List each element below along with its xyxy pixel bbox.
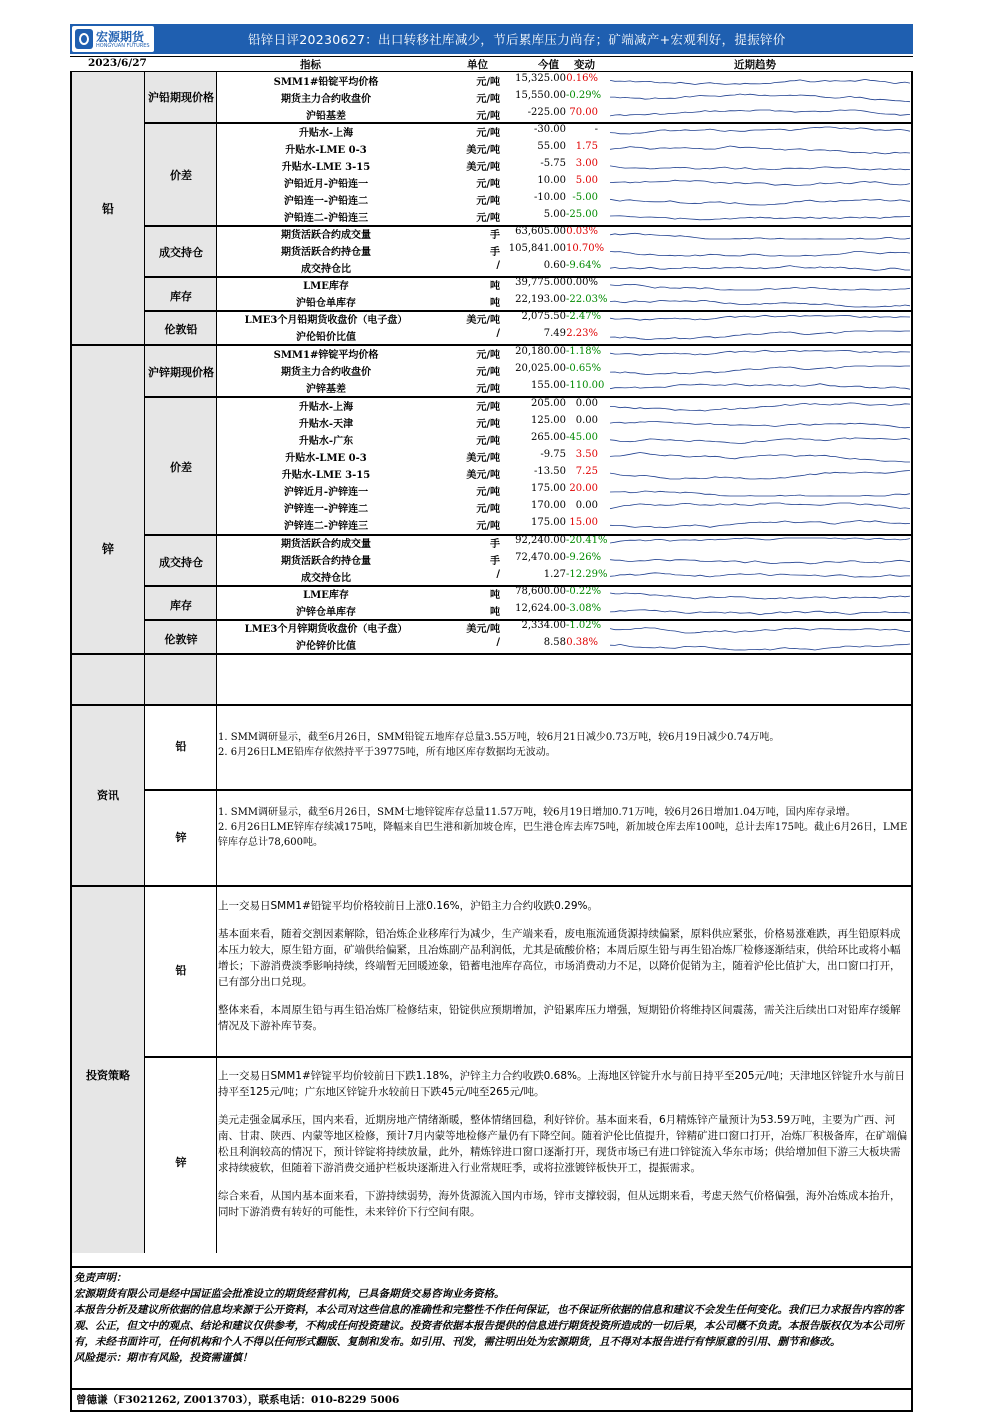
indicator-name: LME库存 bbox=[303, 281, 349, 292]
divider bbox=[144, 619, 911, 621]
indicator-name: 沪锌连二-沪锌连三 bbox=[283, 521, 369, 532]
unit-cell: 美元/吨 bbox=[466, 315, 500, 326]
trend-sparkline bbox=[610, 278, 910, 292]
news-lead-item: 2. 6月26日LME铅库存依然持平于39775吨，所有地区库存数据均无波动。 bbox=[218, 747, 556, 758]
indicator-name: 期货活跃合约持仓量 bbox=[281, 247, 371, 258]
change-cell: -25.00 bbox=[566, 209, 599, 220]
logo-subtext: HONGYUAN FUTURES bbox=[96, 43, 150, 49]
strategy-zinc-paragraph: 美元走强金属承压，国内来看，近期房地产情绪渐暖，整体情绪回稳，利好锌价。基本面来看，6月精炼锌产量预计为53.59万吨，主要为广西、河南、甘肃、陕西、内蒙等地区检修，预计7月内蒙等地检修产量仍有下降空间。随着沪伦比值提升，锌精矿进口窗口打开，冶炼厂积极备库，在矿端偏松且利润较高的情况下，预计锌锭将持续放量，此外，精炼锌进口窗口逐渐打开，现货市场已有进口锌锭流入华东市场；供给增加但下游三大板块需求持续疲软，但随着下游消费交通护栏板块逐渐进入行业常规旺季，或将拉涨镀锌板快开工，提振需求。 bbox=[218, 1114, 908, 1174]
change-cell: 0.00 bbox=[575, 500, 598, 511]
risk-warning: 风险提示：期市有风险，投资需谨慎！ bbox=[74, 1352, 253, 1364]
trend-sparkline bbox=[610, 347, 910, 361]
indicator-name: LME库存 bbox=[303, 590, 349, 601]
trend-line bbox=[610, 350, 910, 355]
divider bbox=[144, 396, 911, 398]
trend-sparkline bbox=[610, 570, 910, 584]
trend-sparkline bbox=[610, 536, 910, 550]
trend-sparkline bbox=[610, 484, 910, 498]
trend-line bbox=[610, 593, 910, 599]
trend-sparkline bbox=[610, 261, 910, 275]
group-zinc-spread: 价差 bbox=[170, 461, 192, 474]
unit-cell: 元/吨 bbox=[476, 128, 500, 139]
indicator-name: 沪伦铅价比值 bbox=[296, 332, 356, 343]
unit-cell: 美元/吨 bbox=[466, 162, 500, 173]
indicator-name: 沪铅连二-沪铅连三 bbox=[283, 213, 369, 224]
trend-sparkline bbox=[610, 381, 910, 395]
news-zinc-text bbox=[218, 805, 908, 850]
divider bbox=[72, 344, 911, 346]
divider bbox=[144, 789, 911, 791]
divider bbox=[72, 1266, 911, 1268]
divider bbox=[216, 72, 217, 705]
unit-cell: 手 bbox=[490, 230, 500, 241]
group-lead-stock: 库存 bbox=[170, 290, 192, 303]
indicator-name: 升贴水-天津 bbox=[298, 419, 354, 430]
change-cell: -22.03% bbox=[566, 294, 608, 305]
trend-sparkline bbox=[610, 604, 910, 618]
trend-sparkline bbox=[610, 587, 910, 601]
unit-cell: 元/吨 bbox=[476, 213, 500, 224]
value-cell: 5.00 bbox=[543, 209, 566, 220]
change-cell: -12.29% bbox=[566, 569, 608, 580]
trend-line bbox=[610, 300, 910, 307]
value-cell: 92,240.00 bbox=[515, 535, 566, 546]
trend-line bbox=[610, 285, 910, 291]
value-cell: 265.00 bbox=[531, 432, 566, 443]
divider bbox=[144, 225, 911, 227]
table-row bbox=[72, 534, 911, 551]
change-cell: 3.50 bbox=[575, 449, 598, 460]
trend-line bbox=[610, 180, 910, 185]
change-cell: 0.00 bbox=[575, 415, 598, 426]
unit-cell: 元/吨 bbox=[476, 487, 500, 498]
trend-line bbox=[610, 644, 910, 650]
indicator-name: SMM1#铅锭平均价格 bbox=[273, 77, 379, 88]
value-cell: -13.50 bbox=[533, 466, 566, 477]
table-row bbox=[72, 397, 911, 414]
unit-cell: 美元/吨 bbox=[466, 624, 500, 635]
value-cell: -5.75 bbox=[540, 158, 566, 169]
unit-cell: / bbox=[496, 569, 500, 580]
report-body bbox=[70, 72, 913, 1412]
indicator-name: 沪铅近月-沪铅连一 bbox=[283, 179, 369, 190]
indicator-name: 升贴水-LME 3-15 bbox=[281, 162, 371, 173]
report-date: 2023/6/27 bbox=[88, 57, 147, 69]
trend-sparkline bbox=[610, 74, 910, 88]
indicator-name: 期货活跃合约成交量 bbox=[281, 539, 371, 550]
indicator-name: 沪锌基差 bbox=[306, 384, 346, 395]
disclaimer-line: 本报告分析及建议所依据的信息均来源于公开资料，本公司对这些信息的准确性和完整性不作任何保证，也不保证所依据的信息和建议不会发生任何变化。我们已力求报告内容的客观、公正，但文中的观点、结论和建议仅供参考，不构成任何投资建议。投资者依据本报告提供的信息进行期货投资所造成的一切后果，本公司概不负责。本报告版权仅为本公司所有，未经书面许可，任何机构和个人不得以任何形式翻版、复制和发布。如引用、刊发，需注明出处为宏源期货，且不得对本报告进行有悖原意的引用、删节和修改。 bbox=[74, 1304, 904, 1348]
value-cell: -225.00 bbox=[527, 107, 566, 118]
unit-cell: 元/吨 bbox=[476, 521, 500, 532]
unit-cell: 元/吨 bbox=[476, 94, 500, 105]
trend-line bbox=[610, 521, 910, 528]
divider bbox=[216, 705, 217, 1253]
divider bbox=[72, 1388, 911, 1390]
strategy-zinc-label: 锌 bbox=[175, 1156, 187, 1169]
trend-sparkline bbox=[610, 329, 910, 343]
value-cell: 205.00 bbox=[531, 398, 566, 409]
indicator-name: 升贴水-上海 bbox=[298, 128, 354, 139]
unit-cell: 手 bbox=[490, 247, 500, 258]
metal-label-zinc: 锌 bbox=[101, 542, 114, 556]
trend-line bbox=[610, 79, 910, 84]
trend-line bbox=[610, 127, 910, 134]
value-cell: 72,470.00 bbox=[515, 552, 566, 563]
value-cell: -10.00 bbox=[533, 192, 566, 203]
change-cell: -9.26% bbox=[566, 552, 602, 563]
change-cell: - bbox=[594, 124, 598, 135]
divider bbox=[144, 310, 911, 312]
value-cell: 20,025.00 bbox=[515, 363, 566, 374]
indicator-name: 期货活跃合约成交量 bbox=[281, 230, 371, 241]
trend-line bbox=[610, 453, 910, 463]
trend-sparkline bbox=[610, 467, 910, 481]
divider bbox=[72, 704, 911, 706]
report-title: 铅锌日评20230627：出口转移社库减少，节后累库压力尚存；矿端减产+宏观利好，提振锌价 bbox=[248, 32, 786, 47]
value-cell: 125.00 bbox=[531, 415, 566, 426]
indicator-name: 沪伦锌价比值 bbox=[296, 641, 356, 652]
indicator-name: SMM1#锌锭平均价格 bbox=[273, 350, 379, 361]
divider bbox=[144, 276, 911, 278]
trend-sparkline bbox=[610, 518, 910, 532]
indicator-name: 沪铅仓单库存 bbox=[296, 298, 356, 309]
value-cell: 155.00 bbox=[531, 380, 566, 391]
change-cell: -0.65% bbox=[566, 363, 602, 374]
group-lead-volume: 成交持仓 bbox=[159, 246, 203, 259]
unit-cell: 元/吨 bbox=[476, 367, 500, 378]
trend-sparkline bbox=[610, 210, 910, 224]
change-cell: 5.00 bbox=[575, 175, 598, 186]
indicator-name: 期货活跃合约持仓量 bbox=[281, 556, 371, 567]
unit-cell: 元/吨 bbox=[476, 111, 500, 122]
value-cell: 2,334.00 bbox=[521, 620, 566, 631]
trend-sparkline bbox=[610, 227, 910, 241]
value-cell: 20,180.00 bbox=[515, 346, 566, 357]
change-cell: -0.29% bbox=[566, 90, 602, 101]
change-cell: -0.22% bbox=[566, 586, 602, 597]
change-cell: 0.00% bbox=[566, 277, 598, 288]
trend-line bbox=[610, 331, 910, 340]
divider bbox=[144, 534, 911, 536]
unit-cell: 元/吨 bbox=[476, 77, 500, 88]
change-cell: 0.16% bbox=[566, 73, 598, 84]
disclaimer-line: 宏源期货有限公司是经中国证监会批准设立的期货经营机构，已具备期货交易咨询业务资格。 bbox=[74, 1288, 505, 1300]
trend-line bbox=[610, 628, 910, 633]
value-cell: 175.00 bbox=[531, 517, 566, 528]
change-cell: 1.75 bbox=[575, 141, 598, 152]
change-cell: -3.08% bbox=[566, 603, 602, 614]
unit-cell: 美元/吨 bbox=[466, 470, 500, 481]
table-row bbox=[72, 482, 911, 499]
unit-cell: 元/吨 bbox=[476, 384, 500, 395]
value-cell: 15,325.00 bbox=[515, 73, 566, 84]
unit-cell: 吨 bbox=[490, 298, 500, 309]
trend-sparkline bbox=[610, 159, 910, 173]
table-row bbox=[72, 345, 911, 362]
trend-line bbox=[610, 166, 910, 170]
trend-sparkline bbox=[610, 125, 910, 139]
trend-sparkline bbox=[610, 312, 910, 326]
trend-line bbox=[610, 491, 910, 496]
trend-sparkline bbox=[610, 244, 910, 258]
logo-icon bbox=[75, 29, 93, 49]
table-row bbox=[72, 225, 911, 242]
change-cell: -2.47% bbox=[566, 311, 602, 322]
value-cell: 8.58 bbox=[543, 637, 566, 648]
trend-line bbox=[610, 251, 910, 256]
analyst-contact: 曾德谦（F3021262, Z0013703），联系电话：010-8229 5006 bbox=[76, 1394, 400, 1406]
trend-line bbox=[610, 610, 910, 615]
news-zinc-item: 2. 6月26日LME锌库存续减175吨，降幅来自巴生港和新加坡仓库，巴生港仓库去库75吨，新加坡仓库去库100吨，总计去库175吨。截止6月26日，LME锌库存总计78,600吨。 bbox=[218, 822, 908, 848]
table-row bbox=[72, 208, 911, 225]
value-cell: 55.00 bbox=[537, 141, 566, 152]
strategy-zinc-paragraph: 综合来看，从国内基本面来看，下游持续弱势，海外货源流入国内市场，锌市支撑较弱，但从远期来看，考虑天然气价格偏强，海外冶炼成本抬升，同时下游消费有转好的可能性，未来锌价下行空间有限。 bbox=[218, 1190, 901, 1218]
trend-sparkline bbox=[610, 399, 910, 413]
strategy-lead-label: 铅 bbox=[175, 964, 187, 977]
strategy-zinc-paragraph: 上一交易日SMM1#锌锭平均价较前日下跌1.18%，沪锌主力合约收跌0.68%。上海地区锌锭升水与前日持平至205元/吨；天津地区锌锭升水与前日持平至125元/吨；广东地区锌锭升水较前日下跌45元/吨至265元/吨。 bbox=[218, 1070, 906, 1098]
trend-line bbox=[610, 421, 910, 427]
trend-line bbox=[610, 471, 910, 480]
trend-line bbox=[610, 384, 910, 390]
trend-line bbox=[610, 438, 910, 444]
table-row bbox=[72, 431, 911, 448]
trend-sparkline bbox=[610, 142, 910, 156]
divider bbox=[144, 585, 911, 587]
unit-cell: 美元/吨 bbox=[466, 145, 500, 156]
unit-cell: / bbox=[496, 328, 500, 339]
change-cell: 3.00 bbox=[575, 158, 598, 169]
value-cell: 0.60 bbox=[543, 260, 566, 271]
table-row bbox=[72, 140, 911, 157]
trend-line bbox=[610, 266, 910, 271]
col-change: 变动 bbox=[574, 59, 595, 71]
unit-cell: 吨 bbox=[490, 607, 500, 618]
change-cell: 20.00 bbox=[569, 483, 598, 494]
strategy-lead-paragraph: 整体来看，本周原生铅与再生铅冶炼厂检修结束，铅锭供应预期增加，沪铅累库压力增强，短期铅价将维持区间震荡，需关注后续出口对铅库存缓解情况及下游补库节奏。 bbox=[218, 1004, 901, 1032]
unit-cell: 元/吨 bbox=[476, 196, 500, 207]
trend-line bbox=[610, 233, 910, 239]
table-row bbox=[72, 259, 911, 276]
change-cell: 7.25 bbox=[575, 466, 598, 477]
report-page bbox=[70, 24, 913, 1412]
indicator-name: 沪锌近月-沪锌连一 bbox=[283, 487, 369, 498]
trend-sparkline bbox=[610, 193, 910, 207]
news-lead-label: 铅 bbox=[175, 740, 187, 753]
metal-label-lead: 铅 bbox=[101, 202, 114, 216]
table-header bbox=[70, 56, 913, 72]
indicator-name: 成交持仓比 bbox=[301, 573, 351, 584]
value-cell: 22,193.00 bbox=[515, 294, 566, 305]
trend-line bbox=[610, 94, 910, 102]
col-indicator: 指标 bbox=[300, 59, 321, 71]
indicator-name: 成交持仓比 bbox=[301, 264, 351, 275]
unit-cell: 吨 bbox=[490, 281, 500, 292]
trend-sparkline bbox=[610, 621, 910, 635]
change-cell: 0.38% bbox=[566, 637, 598, 648]
unit-cell: 美元/吨 bbox=[466, 453, 500, 464]
change-cell: 70.00 bbox=[569, 107, 598, 118]
group-lead-spread: 价差 bbox=[170, 169, 192, 182]
change-cell: -20.41% bbox=[566, 535, 608, 546]
change-cell: -110.00 bbox=[566, 380, 605, 391]
trend-sparkline bbox=[610, 91, 910, 105]
col-value: 今值 bbox=[538, 59, 559, 71]
indicator-name: 沪铅基差 bbox=[306, 111, 346, 122]
unit-cell: 元/吨 bbox=[476, 402, 500, 413]
value-cell: -9.75 bbox=[540, 449, 566, 460]
unit-cell: 吨 bbox=[490, 590, 500, 601]
value-cell: 39,775.00 bbox=[515, 277, 566, 288]
trend-line bbox=[610, 538, 910, 543]
table-row bbox=[72, 72, 911, 89]
trend-line bbox=[610, 403, 910, 411]
group-zinc-price: 沪锌期现价格 bbox=[148, 366, 214, 379]
trend-sparkline bbox=[610, 295, 910, 309]
news-zinc-item: 1. SMM调研显示，截至6月26日，SMM七地锌锭库存总量11.57万吨，较6月19日增加0.71万吨，较6月26日增加1.04万吨，国内库存录增。 bbox=[218, 807, 856, 818]
trend-sparkline bbox=[610, 638, 910, 652]
divider bbox=[72, 885, 911, 887]
change-cell: -5.00 bbox=[572, 192, 598, 203]
trend-line bbox=[610, 199, 910, 205]
unit-cell: 元/吨 bbox=[476, 419, 500, 430]
trend-sparkline bbox=[610, 501, 910, 515]
table-row bbox=[72, 414, 911, 431]
divider bbox=[144, 122, 911, 124]
indicator-name: LME3个月铅期货收盘价（电子盘） bbox=[244, 315, 408, 326]
trend-line bbox=[610, 216, 910, 220]
value-cell: 7.49 bbox=[543, 328, 566, 339]
divider bbox=[72, 653, 911, 655]
change-cell: -45.00 bbox=[566, 432, 599, 443]
company-logo bbox=[72, 26, 154, 52]
unit-cell: / bbox=[496, 260, 500, 271]
logo-text: 宏源期货 bbox=[96, 30, 145, 44]
table-row bbox=[72, 499, 911, 516]
unit-cell: 元/吨 bbox=[476, 436, 500, 447]
indicator-name: 升贴水-广东 bbox=[298, 436, 354, 447]
trend-sparkline bbox=[610, 450, 910, 464]
table-row bbox=[72, 123, 911, 140]
indicator-name: 升贴水-LME 3-15 bbox=[281, 470, 371, 481]
divider bbox=[144, 72, 145, 705]
unit-cell: 手 bbox=[490, 539, 500, 550]
trend-sparkline bbox=[610, 553, 910, 567]
news-section-label: 资讯 bbox=[97, 789, 119, 802]
indicator-name: 升贴水-LME 0-3 bbox=[285, 145, 367, 156]
strategy-zinc-text bbox=[218, 1068, 910, 1232]
trend-line bbox=[610, 503, 910, 509]
change-cell: 0.00 bbox=[575, 398, 598, 409]
strategy-lead-text bbox=[218, 898, 910, 1046]
indicator-name: 沪锌连一-沪锌连二 bbox=[283, 504, 369, 515]
group-lead-price: 沪铅期现价格 bbox=[148, 91, 214, 104]
trend-sparkline bbox=[610, 364, 910, 378]
group-zinc-stock: 库存 bbox=[170, 599, 192, 612]
value-cell: 170.00 bbox=[531, 500, 566, 511]
value-cell: 175.00 bbox=[531, 483, 566, 494]
strategy-section-label: 投资策略 bbox=[86, 1069, 130, 1082]
unit-cell: 元/吨 bbox=[476, 179, 500, 190]
trend-line bbox=[610, 315, 910, 320]
unit-cell: 手 bbox=[490, 556, 500, 567]
group-zinc-london: 伦敦锌 bbox=[164, 633, 198, 646]
value-cell: -30.00 bbox=[533, 124, 566, 135]
value-cell: 2,075.50 bbox=[521, 311, 566, 322]
value-cell: 63,605.00 bbox=[515, 226, 566, 237]
change-cell: 0.03% bbox=[566, 226, 598, 237]
trend-line bbox=[610, 110, 910, 116]
col-unit: 单位 bbox=[467, 59, 488, 71]
unit-cell: 元/吨 bbox=[476, 504, 500, 515]
news-zinc-label: 锌 bbox=[175, 831, 187, 844]
table-row bbox=[72, 568, 911, 585]
table-row bbox=[72, 106, 911, 123]
col-trend: 近期趋势 bbox=[734, 59, 776, 71]
value-cell: 10.00 bbox=[537, 175, 566, 186]
divider bbox=[144, 1056, 911, 1058]
strategy-lead-paragraph: 上一交易日SMM1#铅锭平均价格较前日上涨0.16%，沪铅主力合约收跌0.29%。 bbox=[218, 900, 598, 912]
change-cell: 15.00 bbox=[569, 517, 598, 528]
trend-line bbox=[610, 573, 910, 577]
unit-cell: 元/吨 bbox=[476, 350, 500, 361]
change-cell: -1.18% bbox=[566, 346, 602, 357]
trend-sparkline bbox=[610, 416, 910, 430]
trend-sparkline bbox=[610, 176, 910, 190]
value-cell: 12,624.00 bbox=[515, 603, 566, 614]
disclaimer bbox=[74, 1270, 910, 1366]
report-header bbox=[70, 24, 913, 54]
table-row bbox=[72, 191, 911, 208]
indicator-name: 期货主力合约收盘价 bbox=[281, 367, 371, 378]
indicator-name: 沪锌仓单库存 bbox=[296, 607, 356, 618]
change-cell: 10.70% bbox=[566, 243, 605, 254]
strategy-lead-paragraph: 基本面来看，随着交割因素解除，铅冶炼企业移库行为减少，生产端来看，废电瓶流通货源持续偏紧，原料供应紧张，价格易涨难跌，再生铅原料成本压力较大，原生铅方面，矿端供给偏紧，且冶炼副产品利润低，尤其是硫酸价格；本周后原生铅与再生铅冶炼厂检修逐渐结束，供给环比或将小幅增长；下游消费淡季影响持续，终端暂无回暖迹象，铅蓄电池库存高位，市场消费动力不足，以降价促销为主，随着沪伦比值扩大，出口窗口打开，已有部分出口兑现。 bbox=[218, 928, 901, 988]
trend-sparkline bbox=[610, 433, 910, 447]
news-lead-item: 1. SMM调研显示，截至6月26日，SMM铅锭五地库存总量3.55万吨，较6月21日减少0.73万吨，较6月19日减少0.74万吨。 bbox=[218, 732, 780, 743]
value-cell: 15,550.00 bbox=[515, 90, 566, 101]
indicator-name: 沪铅连一-沪铅连二 bbox=[283, 196, 369, 207]
disclaimer-title: 免责声明： bbox=[74, 1272, 127, 1284]
indicator-name: 期货主力合约收盘价 bbox=[281, 94, 371, 105]
value-cell: 105,841.00 bbox=[508, 243, 566, 254]
value-cell: 78,600.00 bbox=[515, 586, 566, 597]
trend-line bbox=[610, 146, 910, 154]
change-cell: 2.23% bbox=[566, 328, 598, 339]
change-cell: -9.64% bbox=[566, 260, 602, 271]
indicator-name: 升贴水-上海 bbox=[298, 402, 354, 413]
divider bbox=[144, 705, 145, 1253]
group-zinc-volume: 成交持仓 bbox=[159, 556, 203, 569]
table-row bbox=[72, 379, 911, 396]
value-cell: 1.27 bbox=[543, 569, 566, 580]
trend-sparkline bbox=[610, 108, 910, 122]
trend-line bbox=[610, 560, 910, 564]
indicator-name: LME3个月锌期货收盘价（电子盘） bbox=[244, 624, 408, 635]
indicator-name: 升贴水-LME 0-3 bbox=[285, 453, 367, 464]
unit-cell: / bbox=[496, 637, 500, 648]
group-lead-london: 伦敦铅 bbox=[164, 323, 198, 336]
table-row bbox=[72, 516, 911, 533]
trend-line bbox=[610, 366, 910, 375]
news-lead-text bbox=[218, 730, 908, 760]
change-cell: -1.02% bbox=[566, 620, 602, 631]
